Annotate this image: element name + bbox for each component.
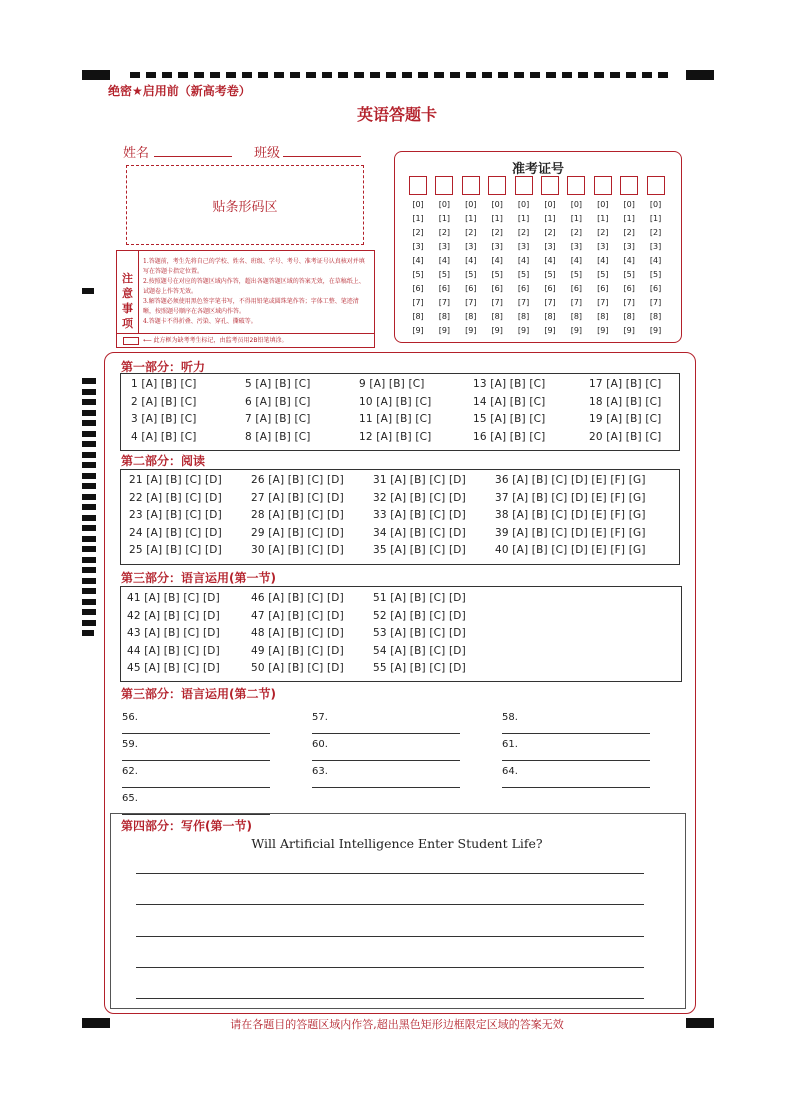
notice-item: 4.答题卡不得折叠、污染、穿孔、撕破等。 [143, 318, 257, 325]
exam-id-bubble[interactable]: [5] [570, 270, 583, 279]
question-item[interactable]: 34 [A] [B] [C] [D] [373, 526, 466, 539]
exam-id-digit-box[interactable] [409, 176, 427, 195]
notice-box [116, 250, 375, 348]
fill-in-blank[interactable] [312, 739, 460, 761]
exam-id-digit-box[interactable] [647, 176, 665, 195]
exam-id-bubble[interactable]: [4] [438, 256, 451, 265]
timing-mark [82, 567, 96, 573]
question-item[interactable]: 37 [A] [B] [C] [D] [E] [F] [G] [495, 491, 646, 504]
writing-line[interactable] [136, 967, 644, 968]
exam-id-bubble[interactable]: [2] [517, 228, 530, 237]
side-mark [82, 630, 94, 636]
barcode-label: 贴条形码区 [212, 200, 278, 215]
blank-line[interactable] [502, 750, 650, 761]
question-item[interactable]: 47 [A] [B] [C] [D] [251, 609, 344, 622]
exam-id-bubble[interactable]: [4] [623, 256, 635, 265]
name-label: 姓名 [123, 146, 150, 161]
exam-id-bubble[interactable]: [1] [623, 214, 635, 223]
exam-id-bubble[interactable]: [8] [412, 312, 424, 321]
blank-number: 56. [122, 712, 138, 723]
exam-id-bubble[interactable]: [4] [491, 256, 503, 265]
exam-id-bubble[interactable]: [4] [649, 256, 662, 265]
question-item[interactable]: 33 [A] [B] [C] [D] [373, 509, 466, 521]
exam-id-bubble[interactable]: [4] [544, 256, 556, 265]
timing-mark [82, 609, 96, 615]
question-item[interactable]: 15 [A] [B] [C] [473, 413, 546, 425]
timing-mark [322, 72, 332, 78]
notice-char: 项 [122, 317, 133, 330]
exam-id-bubble[interactable]: [1] [649, 214, 662, 223]
blank-line[interactable] [312, 750, 460, 761]
question-item[interactable]: 36 [A] [B] [C] [D] [E] [F] [G] [495, 474, 646, 486]
blank-line[interactable] [502, 723, 650, 734]
notice-char: 意 [122, 287, 133, 300]
exam-id-bubble[interactable]: [3] [649, 242, 662, 251]
timing-mark [82, 420, 96, 426]
exam-id-bubble[interactable]: [8] [597, 312, 609, 321]
question-item[interactable]: 16 [A] [B] [C] [473, 430, 546, 443]
corner-mark-top-left [82, 70, 110, 80]
timing-mark [82, 483, 96, 489]
question-item[interactable]: 11 [A] [B] [C] [359, 413, 432, 425]
notice-char: 事 [122, 302, 133, 315]
exam-id-bubble[interactable]: [2] [438, 228, 451, 237]
timing-mark [386, 72, 396, 78]
exam-id-bubble[interactable]: [8] [623, 312, 635, 321]
writing-line[interactable] [136, 873, 644, 874]
exam-id-bubble[interactable]: [2] [544, 228, 556, 237]
language-box [120, 586, 682, 682]
notice-item: 3.解答题必须使用黑色签字笔书写，不得用铅笔或圆珠笔作答；字体工整、笔迹清晰，按照题号顺序在各题区域内作答。 [143, 298, 359, 315]
question-item[interactable]: 39 [A] [B] [C] [D] [E] [F] [G] [495, 526, 646, 539]
question-item[interactable]: 48 [A] [B] [C] [D] [251, 627, 344, 639]
exam-id-digit-box[interactable] [462, 176, 480, 195]
blank-number: 58. [502, 712, 518, 723]
exam-id-bubble[interactable]: [8] [544, 312, 556, 321]
timing-mark [402, 72, 412, 78]
timing-mark [610, 72, 620, 78]
exam-id-panel [394, 151, 682, 343]
timing-track-top [130, 72, 674, 78]
exam-id-digit-box[interactable] [515, 176, 533, 195]
timing-mark [194, 72, 204, 78]
exam-id-bubble[interactable]: [7] [544, 298, 556, 307]
exam-id-bubble[interactable]: [3] [412, 242, 424, 251]
side-mark [82, 288, 94, 294]
timing-mark [482, 72, 492, 78]
section-language-2: 第三部分：语言运用(第二节) [121, 687, 276, 701]
exam-id-bubble[interactable]: [9] [649, 326, 662, 335]
question-item[interactable]: 3 [A] [B] [C] [131, 413, 197, 425]
timing-mark [82, 578, 96, 584]
timing-mark [466, 72, 476, 78]
exam-id-bubble[interactable]: [9] [465, 326, 477, 335]
exam-id-bubble[interactable]: [5] [649, 270, 662, 279]
blank-number: 62. [122, 766, 138, 777]
exam-id-bubble[interactable]: [2] [649, 228, 662, 237]
exam-id-bubble[interactable]: [5] [544, 270, 556, 279]
timing-mark [370, 72, 380, 78]
timing-mark [274, 72, 284, 78]
class-label: 班级 [254, 146, 281, 161]
notice-item: 1.答题前，考生先将自己的学校、姓名、班级、学号、考号、准考证号认真核对并填写在答题卡指定位置。 [143, 258, 365, 275]
exam-id-bubble[interactable]: [9] [438, 326, 451, 335]
exam-id-bubble[interactable]: [2] [465, 228, 477, 237]
exam-id-bubble[interactable]: [6] [623, 284, 635, 293]
timing-mark [82, 452, 96, 458]
exam-id-bubble[interactable]: [6] [597, 284, 609, 293]
timing-mark [338, 72, 348, 78]
question-item[interactable]: 9 [A] [B] [C] [359, 378, 425, 390]
exam-id-bubble[interactable]: [0] [544, 200, 556, 209]
timing-mark [258, 72, 268, 78]
question-item[interactable]: 23 [A] [B] [C] [D] [129, 509, 222, 521]
question-item[interactable]: 18 [A] [B] [C] [589, 395, 662, 408]
exam-id-bubble[interactable]: [8] [438, 312, 451, 321]
exam-id-bubble[interactable]: [2] [412, 228, 424, 237]
exam-id-bubble[interactable]: [6] [491, 284, 503, 293]
exam-id-bubble[interactable]: [6] [570, 284, 583, 293]
exam-id-bubble[interactable]: [5] [412, 270, 424, 279]
question-item[interactable]: 41 [A] [B] [C] [D] [127, 592, 220, 604]
timing-mark [82, 389, 96, 395]
exam-id-bubble[interactable]: [3] [544, 242, 556, 251]
timing-mark [82, 399, 96, 405]
question-item[interactable]: 51 [A] [B] [C] [D] [373, 592, 466, 604]
timing-mark [306, 72, 316, 78]
question-item[interactable]: 53 [A] [B] [C] [D] [373, 627, 466, 639]
question-item[interactable]: 12 [A] [B] [C] [359, 430, 432, 443]
exam-id-bubble[interactable]: [9] [517, 326, 530, 335]
question-item[interactable]: 26 [A] [B] [C] [D] [251, 474, 344, 486]
exam-id-bubble[interactable]: [8] [570, 312, 583, 321]
blank-number: 60. [312, 739, 328, 750]
timing-mark [82, 557, 96, 563]
timing-mark [242, 72, 252, 78]
absent-checkbox[interactable] [123, 337, 139, 345]
exam-id-bubble[interactable]: [0] [465, 200, 477, 209]
exam-id-bubble[interactable]: [7] [649, 298, 662, 307]
question-item[interactable]: 45 [A] [B] [C] [D] [127, 662, 220, 674]
question-item[interactable]: 7 [A] [B] [C] [245, 413, 311, 425]
exam-id-bubble[interactable]: [5] [465, 270, 477, 279]
corner-mark-top-right [686, 70, 714, 80]
timing-mark [82, 515, 96, 521]
question-item[interactable]: 31 [A] [B] [C] [D] [373, 474, 466, 486]
blank-line[interactable] [122, 750, 270, 761]
blank-number: 64. [502, 766, 518, 777]
timing-mark [418, 72, 428, 78]
timing-mark [82, 410, 96, 416]
timing-mark [530, 72, 540, 78]
writing-line[interactable] [136, 998, 644, 999]
timing-mark [82, 473, 96, 479]
question-item[interactable]: 44 [A] [B] [C] [D] [127, 644, 220, 657]
timing-mark [82, 546, 96, 552]
exam-id-bubble[interactable]: [0] [517, 200, 530, 209]
exam-id-digit-box[interactable] [567, 176, 585, 195]
exam-id-bubble[interactable]: [5] [438, 270, 451, 279]
section-reading: 第二部分：阅读 [121, 454, 206, 468]
secrecy-label: 绝密★启用前（新高考卷） [108, 84, 251, 98]
exam-id-bubble[interactable]: [9] [412, 326, 424, 335]
footer-note: 请在各题目的答题区域内作答,超出黑色矩形边框限定区域的答案无效 [230, 1018, 564, 1031]
exam-id-bubble[interactable]: [7] [412, 298, 424, 307]
blank-line[interactable] [122, 723, 270, 734]
question-item[interactable]: 52 [A] [B] [C] [D] [373, 609, 466, 622]
timing-mark [82, 620, 96, 626]
reading-box [120, 469, 680, 565]
question-item[interactable]: 54 [A] [B] [C] [D] [373, 644, 466, 657]
question-item[interactable]: 49 [A] [B] [C] [D] [251, 644, 344, 657]
exam-id-bubble[interactable]: [3] [517, 242, 530, 251]
exam-id-bubble[interactable]: [0] [570, 200, 583, 209]
timing-mark [450, 72, 460, 78]
exam-id-bubble[interactable]: [7] [465, 298, 477, 307]
exam-id-bubble[interactable]: [9] [491, 326, 503, 335]
fill-in-blank[interactable] [502, 712, 650, 734]
timing-mark [82, 599, 96, 605]
name-field[interactable] [154, 142, 232, 157]
blank-line[interactable] [502, 777, 650, 788]
exam-id-bubble[interactable]: [9] [597, 326, 609, 335]
blank-number: 59. [122, 739, 138, 750]
blank-number: 57. [312, 712, 328, 723]
question-item[interactable]: 38 [A] [B] [C] [D] [E] [F] [G] [495, 509, 646, 521]
timing-mark [130, 72, 140, 78]
question-item[interactable]: 27 [A] [B] [C] [D] [251, 491, 344, 504]
exam-id-bubble[interactable]: [2] [570, 228, 583, 237]
exam-id-bubble[interactable]: [9] [623, 326, 635, 335]
section-listening: 第一部分：听力 [121, 360, 206, 374]
question-item[interactable]: 8 [A] [B] [C] [245, 430, 311, 443]
exam-id-bubble[interactable]: [3] [597, 242, 609, 251]
timing-mark [578, 72, 588, 78]
exam-id-bubble[interactable]: [8] [649, 312, 662, 321]
question-item[interactable]: 5 [A] [B] [C] [245, 378, 311, 390]
timing-mark [178, 72, 188, 78]
exam-id-bubble[interactable]: [1] [491, 214, 503, 223]
absent-mark-row [117, 333, 374, 348]
exam-id-bubble[interactable]: [1] [597, 214, 609, 223]
timing-mark [642, 72, 652, 78]
exam-id-bubble[interactable]: [1] [465, 214, 477, 223]
exam-id-bubble[interactable]: [7] [570, 298, 583, 307]
fill-in-blank[interactable] [122, 739, 270, 761]
fill-in-blank[interactable] [122, 793, 270, 815]
exam-id-bubble[interactable]: [1] [570, 214, 583, 223]
notice-char: 注 [122, 272, 133, 285]
exam-id-bubble[interactable]: [7] [438, 298, 451, 307]
writing-title: Will Artificial Intelligence Enter Student Life? [251, 836, 543, 851]
notice-text [143, 257, 369, 327]
timing-mark [594, 72, 604, 78]
writing-line[interactable] [136, 904, 644, 905]
exam-id-digit-box[interactable] [594, 176, 612, 195]
exam-id-bubble[interactable]: [5] [517, 270, 530, 279]
question-item[interactable]: 10 [A] [B] [C] [359, 395, 432, 408]
blank-number: 65. [122, 793, 138, 804]
listening-box [120, 373, 680, 451]
fill-in-blank[interactable] [312, 712, 460, 734]
exam-id-bubble[interactable]: [6] [649, 284, 662, 293]
exam-id-bubble[interactable]: [8] [465, 312, 477, 321]
exam-id-bubble[interactable]: [6] [544, 284, 556, 293]
question-item[interactable]: 22 [A] [B] [C] [D] [129, 491, 222, 504]
question-item[interactable]: 40 [A] [B] [C] [D] [E] [F] [G] [495, 544, 646, 556]
timing-mark [562, 72, 572, 78]
section-writing: 第四部分：写作(第一节) [121, 819, 252, 833]
fill-in-blank[interactable] [502, 739, 650, 761]
timing-mark [82, 536, 96, 542]
question-item[interactable]: 21 [A] [B] [C] [D] [129, 474, 222, 486]
timing-mark [82, 431, 96, 437]
exam-id-bubble[interactable]: [0] [438, 200, 451, 209]
writing-line[interactable] [136, 936, 644, 937]
fill-in-blank[interactable] [312, 766, 460, 788]
timing-mark [626, 72, 636, 78]
question-item[interactable]: 24 [A] [B] [C] [D] [129, 526, 222, 539]
timing-mark [498, 72, 508, 78]
exam-id-bubble[interactable]: [6] [412, 284, 424, 293]
timing-mark [514, 72, 524, 78]
fill-in-blank[interactable] [502, 766, 650, 788]
question-item[interactable]: 19 [A] [B] [C] [589, 413, 662, 425]
timing-mark [82, 462, 96, 468]
exam-id-bubble[interactable]: [4] [517, 256, 530, 265]
question-item[interactable]: 6 [A] [B] [C] [245, 395, 311, 408]
question-item[interactable]: 46 [A] [B] [C] [D] [251, 592, 344, 604]
blank-line[interactable] [122, 777, 270, 788]
timing-mark [82, 494, 96, 500]
exam-id-bubble[interactable]: [1] [438, 214, 451, 223]
question-item[interactable]: 35 [A] [B] [C] [D] [373, 544, 466, 556]
exam-id-bubble[interactable]: [0] [597, 200, 609, 209]
exam-id-bubble[interactable]: [1] [544, 214, 556, 223]
blank-line[interactable] [312, 777, 460, 788]
exam-id-bubble[interactable]: [0] [412, 200, 424, 209]
question-item[interactable]: 43 [A] [B] [C] [D] [127, 627, 220, 639]
class-field[interactable] [283, 142, 361, 157]
exam-id-bubble[interactable]: [1] [517, 214, 530, 223]
exam-id-bubble[interactable]: [5] [491, 270, 503, 279]
question-item[interactable]: 28 [A] [B] [C] [D] [251, 509, 344, 521]
question-item[interactable]: 42 [A] [B] [C] [D] [127, 609, 220, 622]
exam-id-digit-box[interactable] [620, 176, 638, 195]
fill-in-blank[interactable] [122, 712, 270, 734]
exam-id-bubble[interactable]: [4] [597, 256, 609, 265]
exam-id-bubble[interactable]: [0] [491, 200, 503, 209]
question-item[interactable]: 32 [A] [B] [C] [D] [373, 491, 466, 504]
question-item[interactable]: 29 [A] [B] [C] [D] [251, 526, 344, 539]
question-item[interactable]: 17 [A] [B] [C] [589, 378, 662, 390]
blank-number: 61. [502, 739, 518, 750]
exam-id-bubble[interactable]: [2] [623, 228, 635, 237]
blank-number: 63. [312, 766, 328, 777]
timing-mark [82, 378, 96, 384]
timing-mark [434, 72, 444, 78]
timing-mark [210, 72, 220, 78]
timing-mark [354, 72, 364, 78]
exam-id-bubble[interactable]: [5] [623, 270, 635, 279]
blank-line[interactable] [312, 723, 460, 734]
question-item[interactable]: 1 [A] [B] [C] [131, 378, 197, 390]
exam-id-bubble[interactable]: [6] [465, 284, 477, 293]
barcode-area [126, 165, 364, 245]
exam-id-bubble[interactable]: [7] [623, 298, 635, 307]
exam-id-bubble[interactable]: [0] [649, 200, 662, 209]
exam-id-bubble[interactable]: [9] [570, 326, 583, 335]
exam-id-bubble[interactable]: [3] [491, 242, 503, 251]
timing-mark [146, 72, 156, 78]
question-item[interactable]: 30 [A] [B] [C] [D] [251, 544, 344, 556]
fill-in-blank[interactable] [122, 766, 270, 788]
notice-item: 2.按照题号在对应的答题区域内作答，超出各题答题区域的答案无效，在草稿纸上、试题卷上作答无效。 [143, 278, 365, 295]
question-item[interactable]: 20 [A] [B] [C] [589, 430, 662, 443]
timing-mark [162, 72, 172, 78]
question-item[interactable]: 2 [A] [B] [C] [131, 395, 197, 408]
timing-mark [82, 588, 96, 594]
exam-id-bubble[interactable]: [6] [517, 284, 530, 293]
timing-mark [82, 504, 96, 510]
timing-mark [82, 441, 96, 447]
exam-id-digit-box[interactable] [488, 176, 506, 195]
exam-id-bubble[interactable]: [4] [570, 256, 583, 265]
exam-id-bubble[interactable]: [2] [491, 228, 503, 237]
exam-id-bubble[interactable]: [3] [438, 242, 451, 251]
exam-id-bubble[interactable]: [3] [623, 242, 635, 251]
timing-mark [658, 72, 668, 78]
exam-id-bubble[interactable]: [9] [544, 326, 556, 335]
question-item[interactable]: 25 [A] [B] [C] [D] [129, 544, 222, 556]
exam-id-bubble[interactable]: [2] [597, 228, 609, 237]
notice-side-label [117, 251, 139, 333]
question-item[interactable]: 4 [A] [B] [C] [131, 430, 197, 443]
timing-mark [82, 525, 96, 531]
question-item[interactable]: 50 [A] [B] [C] [D] [251, 662, 344, 674]
exam-id-bubble[interactable]: [5] [597, 270, 609, 279]
exam-id-bubble[interactable]: [8] [491, 312, 503, 321]
exam-id-bubble[interactable]: [8] [517, 312, 530, 321]
arrow-left-icon: ⟵ [143, 337, 152, 344]
section-language-1: 第三部分：语言运用(第一节) [121, 571, 276, 585]
question-item[interactable]: 55 [A] [B] [C] [D] [373, 662, 466, 674]
timing-mark [226, 72, 236, 78]
question-item[interactable]: 13 [A] [B] [C] [473, 378, 546, 390]
timing-mark [290, 72, 300, 78]
exam-id-bubble[interactable]: [4] [412, 256, 424, 265]
question-item[interactable]: 14 [A] [B] [C] [473, 395, 546, 408]
side-timing-track [82, 378, 96, 618]
exam-id-bubble[interactable]: [4] [465, 256, 477, 265]
exam-id-bubble[interactable]: [7] [491, 298, 503, 307]
exam-id-bubble[interactable]: [7] [597, 298, 609, 307]
exam-id-bubble[interactable]: [1] [412, 214, 424, 223]
exam-id-bubble[interactable]: [7] [517, 298, 530, 307]
exam-id-digit-box[interactable] [541, 176, 559, 195]
exam-id-label: 准考证号 [511, 162, 564, 177]
page-title: 英语答题卡 [356, 105, 437, 124]
exam-id-bubble[interactable]: [3] [570, 242, 583, 251]
exam-id-bubble[interactable]: [3] [465, 242, 477, 251]
exam-id-bubble[interactable]: [0] [623, 200, 635, 209]
absent-note: 此方框为缺考考生标记，由监考员用2B铅笔填涂。 [153, 337, 288, 344]
timing-mark [546, 72, 556, 78]
exam-id-bubble[interactable]: [6] [438, 284, 451, 293]
exam-id-digit-box[interactable] [435, 176, 453, 195]
